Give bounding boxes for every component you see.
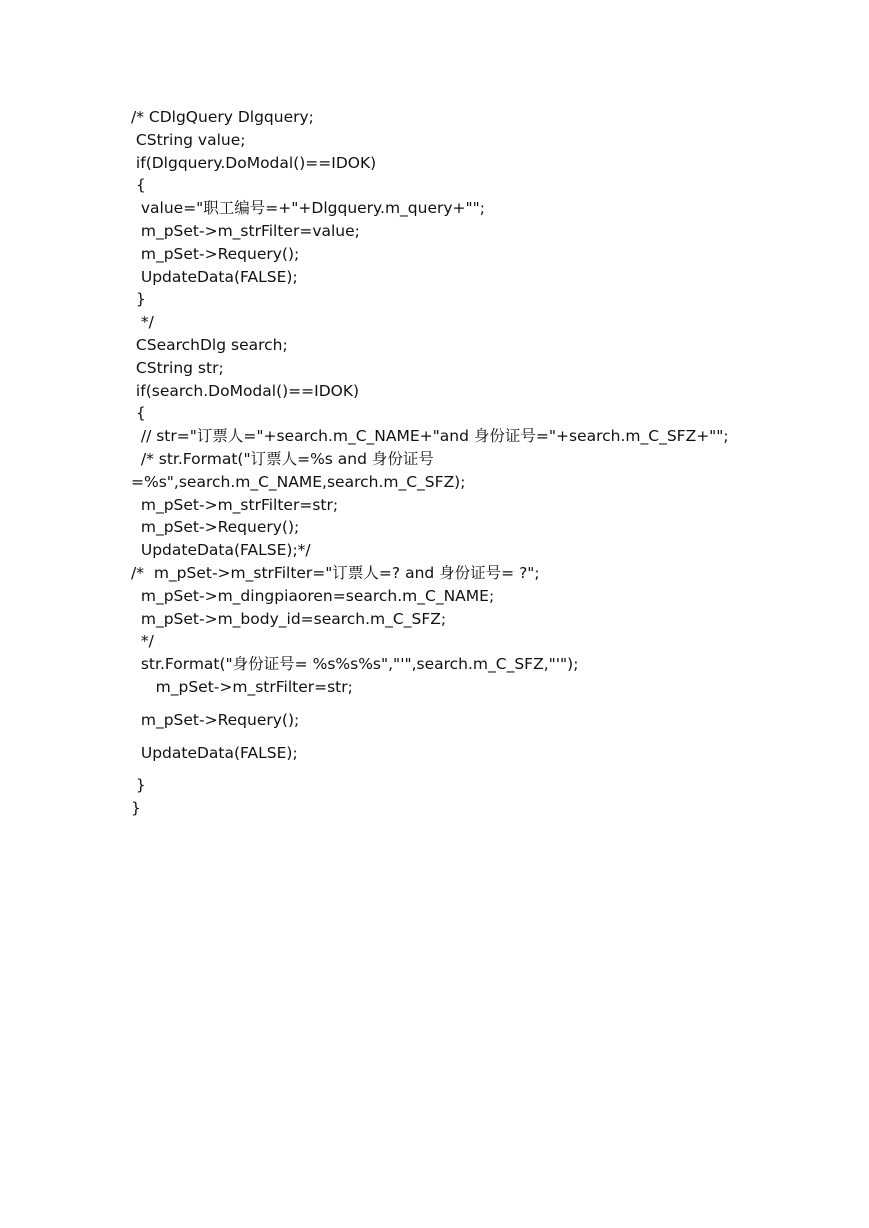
code-line: m_pSet->m_strFilter=str; xyxy=(131,677,353,696)
code-line: m_pSet->m_body_id=search.m_C_SFZ; xyxy=(131,609,447,628)
code-line: UpdateData(FALSE); xyxy=(131,267,298,286)
code-line: m_pSet->m_strFilter=str; xyxy=(131,495,339,514)
code-block xyxy=(131,106,831,820)
code-line: value="职工编号=+"+Dlgquery.m_query+""; xyxy=(131,199,486,218)
code-line: UpdateData(FALSE); xyxy=(131,743,298,762)
code-line: */ xyxy=(131,313,154,332)
code-line: CString str; xyxy=(131,358,224,377)
code-line: /* CDlgQuery Dlgquery; xyxy=(131,108,314,126)
code-line: m_pSet->Requery(); xyxy=(131,244,300,263)
code-line: =%s",search.m_C_NAME,search.m_C_SFZ); xyxy=(131,472,466,491)
code-line: CString value; xyxy=(131,130,246,149)
code-line: m_pSet->Requery(); xyxy=(131,710,300,729)
code-line: m_pSet->Requery(); xyxy=(131,518,300,537)
code-line: if(Dlgquery.DoModal()==IDOK) xyxy=(131,153,377,172)
code-line: } xyxy=(131,290,146,309)
code-line: /* str.Format("订票人=%s and 身份证号 xyxy=(131,449,434,468)
code-line: { xyxy=(131,404,146,423)
code-line: */ xyxy=(131,632,154,651)
code-line: CSearchDlg search; xyxy=(131,335,288,354)
code-line: { xyxy=(131,176,146,195)
code-line: } xyxy=(131,776,146,795)
code-line: str.Format("身份证号= %s%s%s","'",search.m_C_SFZ,"'"); xyxy=(131,655,579,674)
code-line: UpdateData(FALSE);*/ xyxy=(131,541,311,560)
code-line: // str="订票人="+search.m_C_NAME+"and 身份证号="+search.m_C_SFZ+""; xyxy=(131,427,729,446)
code-line: m_pSet->m_strFilter=value; xyxy=(131,221,360,240)
code-line: if(search.DoModal()==IDOK) xyxy=(131,381,360,400)
code-line: m_pSet->m_dingpiaoren=search.m_C_NAME; xyxy=(131,586,495,605)
code-line: /* m_pSet->m_strFilter="订票人=? and 身份证号= ?"; xyxy=(131,563,540,582)
code-line: } xyxy=(131,799,141,818)
